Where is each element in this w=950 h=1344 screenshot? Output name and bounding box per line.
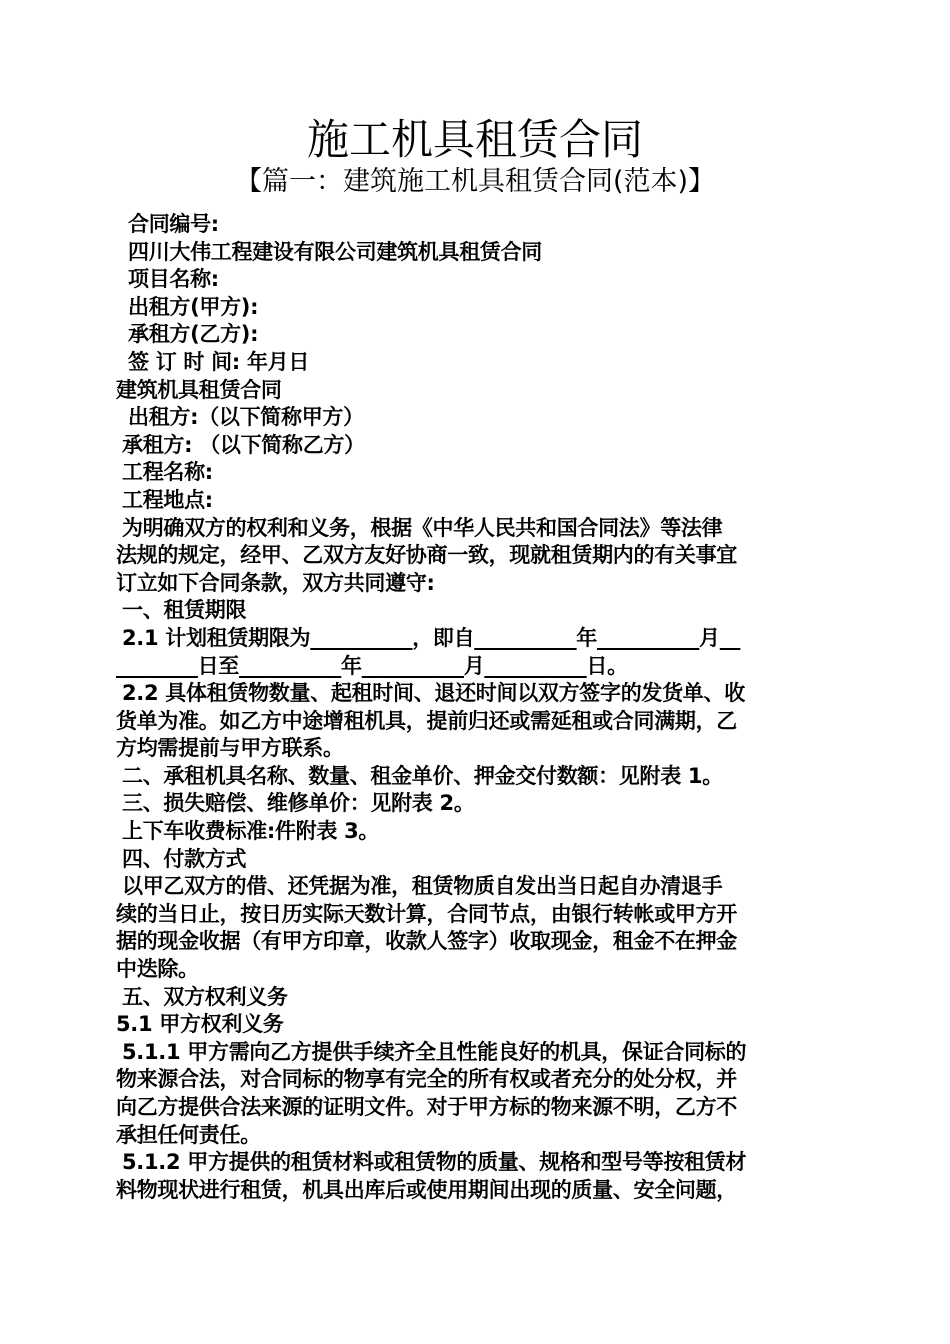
lessor-line: 出租方(甲方): (128, 294, 259, 319)
paragraph-line: 据的现金收据（有甲方印章，收款人签字）收取现金，租金不在押金 (116, 929, 737, 954)
paragraph-line: 方均需提前与甲方联系。 (116, 736, 344, 761)
subsection-heading: 5.1 甲方权利义务 (116, 1012, 284, 1037)
project-title-line: 工程名称: (122, 460, 213, 485)
signing-date-line: 签 订 时 间: 年月日 (128, 349, 310, 374)
paragraph-line: 2.1 计划租赁期限为__________，即自__________年__________月__ (122, 625, 741, 650)
paragraph-line: 承担任何责任。 (116, 1122, 261, 1147)
paragraph-line: 料物现状进行租赁，机具出库后或使用期间出现的质量、安全问题， (116, 1177, 737, 1202)
project-location-line: 工程地点: (122, 487, 213, 512)
paragraph-line: 订立如下合同条款，双方共同遵守: (116, 570, 435, 595)
project-name-line: 项目名称: (128, 267, 219, 292)
section-heading: 一、租赁期限 (122, 598, 247, 623)
paragraph-line: 货单为准。如乙方中途增租机具，提前归还或需延租或合同满期，乙 (116, 708, 737, 733)
paragraph-line: ________日至__________年__________月__________日。 (116, 653, 628, 678)
lessee-party-line: 承租方: （以下简称乙方） (122, 432, 365, 457)
document-subtitle: 【篇一：建筑施工机具租赁合同(范本)】 (234, 166, 716, 197)
paragraph-line: 5.1.1 甲方需向乙方提供手续齐全且性能良好的机具，保证合同标的 (122, 1039, 747, 1064)
company-contract-heading: 四川大伟工程建设有限公司建筑机具租赁合同 (128, 239, 542, 264)
document-title: 施工机具租赁合同 (306, 115, 643, 164)
paragraph-line: 2.2 具体租赁物数量、起租时间、退还时间以双方签字的发货单、收 (122, 681, 745, 706)
contract-number-line: 合同编号: (128, 212, 219, 236)
section-heading: 五、双方权利义务 (122, 984, 288, 1009)
paragraph-line: 为明确双方的权利和义务，根据《中华人民共和国合同法》等法律 (122, 515, 723, 540)
paragraph-line: 物来源合法，对合同标的物享有完全的所有权或者充分的处分权，并 (116, 1067, 737, 1092)
paragraph-line: 中迭除。 (116, 957, 199, 982)
lessor-party-line: 出租方:（以下简称甲方） (128, 405, 364, 430)
section-heading: 二、承租机具名称、数量、租金单价、押金交付数额：见附表 1。 (122, 763, 723, 788)
paragraph-line: 续的当日止，按日历实际天数计算，合同节点，由银行转帐或甲方开 (116, 901, 737, 926)
paragraph-line: 向乙方提供合法来源的证明文件。对于甲方标的物来源不明，乙方不 (116, 1095, 737, 1119)
paragraph-line: 上下车收费标准:件附表 3。 (122, 819, 380, 844)
paragraph-line: 法规的规定，经甲、乙双方友好协商一致，现就租赁期内的有关事宜 (116, 543, 737, 568)
document-body (116, 211, 841, 1204)
section-heading: 四、付款方式 (122, 846, 247, 871)
paragraph-line: 5.1.2 甲方提供的租赁材料或租赁物的质量、规格和型号等按租赁材 (122, 1150, 747, 1175)
contract-heading: 建筑机具租赁合同 (116, 377, 282, 402)
lessee-line: 承租方(乙方): (128, 322, 259, 347)
paragraph-line: 以甲乙双方的借、还凭据为准，租赁物质自发出当日起自办清退手 (122, 874, 723, 899)
section-heading: 三、损失赔偿、维修单价：见附表 2。 (122, 791, 475, 816)
